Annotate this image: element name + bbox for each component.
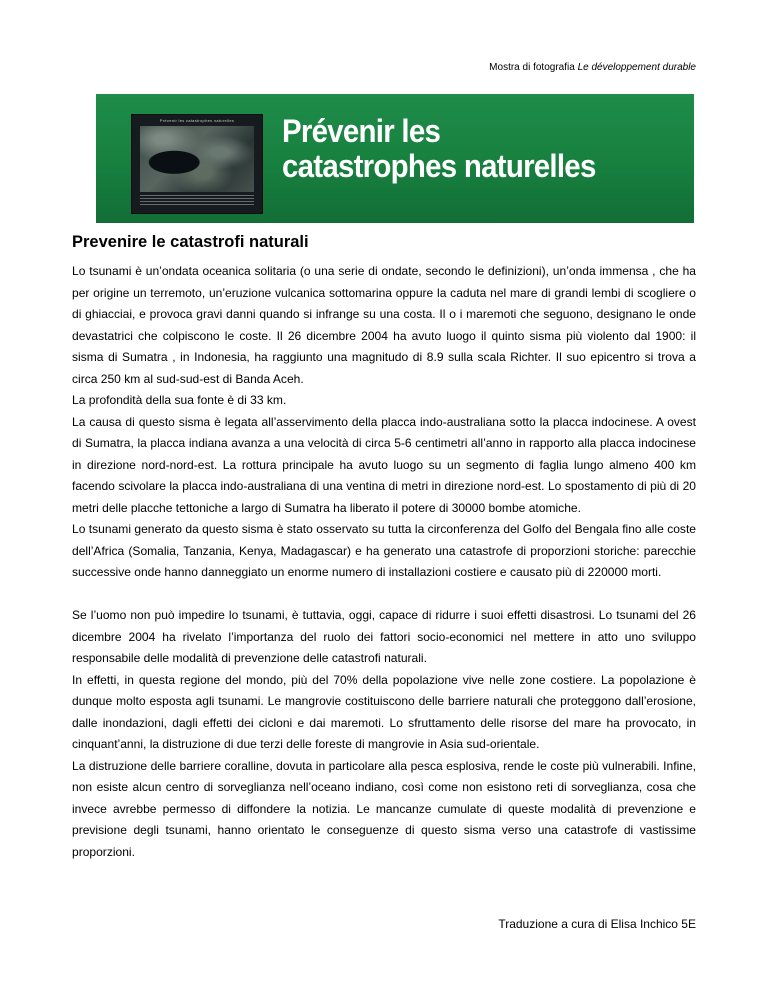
- translation-credit: Traduzione a cura di Elisa Inchico 5E: [498, 917, 696, 931]
- paragraph: La causa di questo sisma è legata all’asservimento della placca indo-australiana sotto la placca indocinese. A ovest di Sumatra, la placca indiana avanza a una velocità di circa 5-6 centimetri all’anno in rapporto alla placca indocinese in direzione nord-nord-est. La rottura principale ha avuto luogo su un segmento di faglia lungo almeno 400 km facendo scivolare la placca indo-australiana di una ventina di metri in direzione nord-est. Lo spostamento di più di 20 metri delle placche tettoniche a largo di Sumatra ha liberato il potere di 30000 bombe atomiche.: [72, 414, 696, 515]
- poster-caption-lines: [140, 195, 254, 207]
- paragraph: La profondità della sua fonte è di 33 km.: [72, 393, 287, 407]
- poster-title: Prévenir les catastrophes naturelles: [159, 118, 235, 123]
- paragraph: Lo tsunami è un’ondata oceanica solitaria (o una serie di ondate, secondo le definizioni), un’onda immensa , che ha per origine un terremoto, un’eruzione vulcanica sottomarina oppure la caduta nel mare di grandi lembi di scogliere o di ghiacciai, e provoca gravi danni quando si infrange su una costa. Il o i maremoti che seguono, designano le onde devastatrici che colpiscono le coste. Il 26 dicembre 2004 ha avuto luogo il quinto sisma più violento dal 1900: il sisma di Sumatra , in Indonesia, ha raggiunto una magnitudo di 8.9 sulla scala Richter. Il suo epicentro si trova a circa 250 km al sud-sud-est di Banda Aceh.: [72, 264, 696, 386]
- paragraph: Lo tsunami generato da questo sisma è stato osservato su tutta la circonferenza del Golfo del Bengala fino alle coste dell’Africa (Somalia, Tanzania, Kenya, Madagascar) e ha generato una catastrofe di proporzioni storiche: parecchie successive onde hanno danneggiato un enorme numero di installazioni costiere e causato più di 220000 morti.: [72, 522, 696, 579]
- satellite-image: [140, 126, 254, 192]
- paragraph: La distruzione delle barriere coralline, dovuta in particolare alla pesca esplosiva, rende le coste più vulnerabili. Infine, non esiste alcun centro di sorveglianza nell’oceano indiano, così come non esistono reti di sorveglianza, cosa che invece avrebbe permesso di diffondere la notizia. Le mancanze cumulate di queste modalità di prevenzione e previsione degli tsunami, hanno orientato le conseguenze di questo sisma verso una catastrofe di vastissime proporzioni.: [72, 758, 696, 859]
- paragraph: In effetti, in questa regione del mondo, più del 70% della popolazione vive nelle zone costiere. La popolazione è dunque molto esposta agli tsunami. Le mangrovie costituiscono delle barriere naturali che proteggono dall’erosione, dalle inondazioni, dagli effetti dei cicloni e dai maremoti. Lo sfruttamento delle risorse del mare ha provocato, in cinquant’anni, la distruzione di due terzi delle foreste di mangrovie in Asia sud-orientale.: [72, 672, 696, 751]
- exhibition-note-title: Le développement durable: [577, 62, 696, 73]
- article-heading: Prevenire le catastrofi naturali: [72, 233, 309, 251]
- poster-thumbnail: [131, 114, 263, 214]
- exhibition-note-prefix: Mostra di fotografia: [489, 62, 575, 73]
- paragraph: Se l’uomo non può impedire lo tsunami, è tuttavia, oggi, capace di ridurre i suoi effetti disastrosi. Lo tsunami del 26 dicembre 2004 ha rivelato l’importanza del ruolo dei fattori socio-economici nel mettere in atto uno sviluppo responsabile delle modalità di prevenzione delle catastrofi naturali.: [72, 608, 696, 665]
- exhibition-note: [489, 62, 696, 73]
- article-body: [72, 261, 696, 863]
- banner-title-line-1: Prévenir les: [282, 113, 441, 149]
- banner-title: [282, 114, 596, 184]
- title-banner: [96, 94, 694, 223]
- banner-title-line-2: catastrophes naturelles: [282, 148, 596, 184]
